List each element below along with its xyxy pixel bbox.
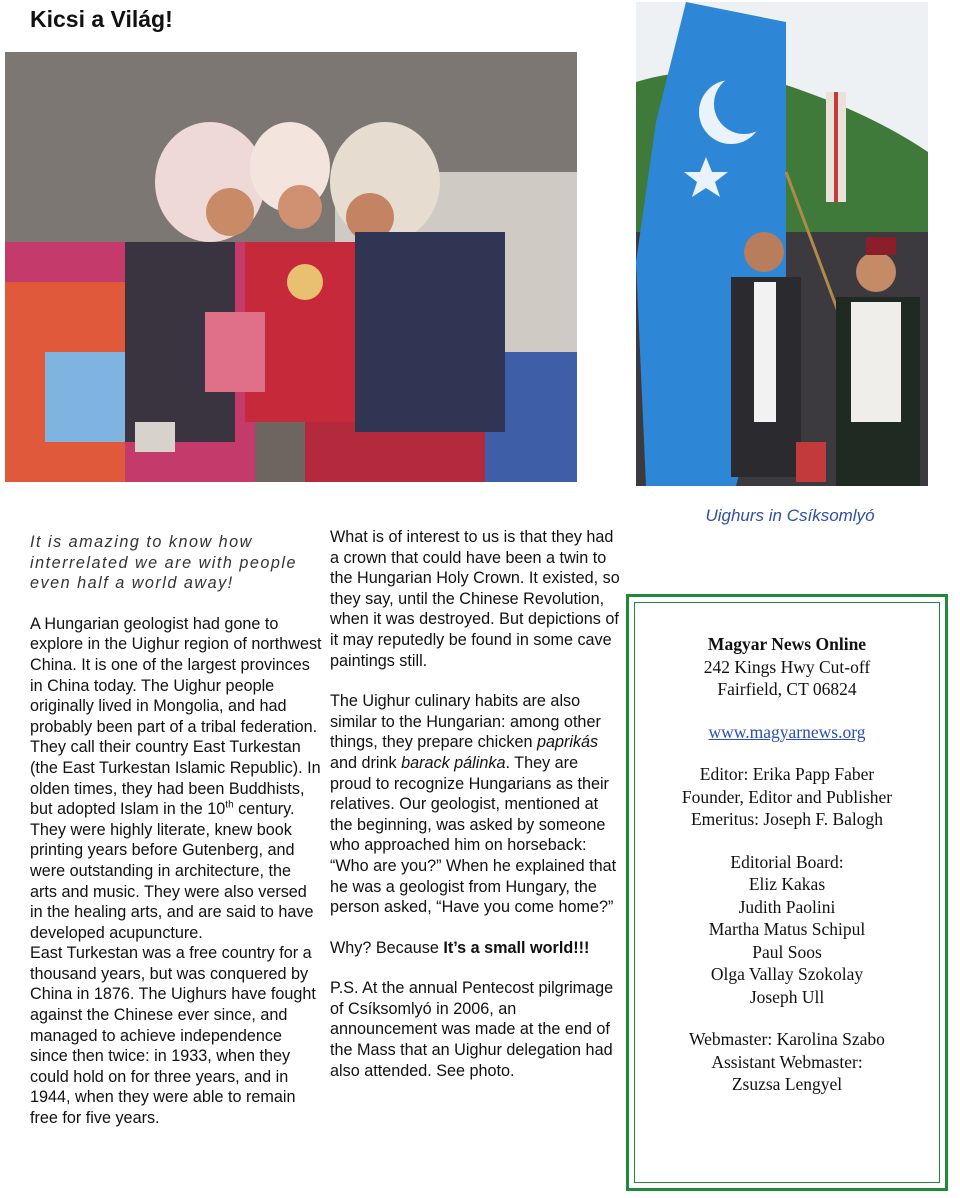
photo-uighur-girls <box>5 52 577 482</box>
paragraph-text: The Uighur culinary habits are also similar to the Hungarian: among other things, they prepare chicken <box>330 692 601 752</box>
founder-line: Emeritus: Joseph F. Balogh <box>690 809 884 829</box>
photo-uighurs-csiksomlyo <box>636 2 928 486</box>
editors-block <box>635 763 939 831</box>
masthead-inner-border <box>634 602 940 1183</box>
website-block <box>635 721 939 744</box>
article-column-middle <box>330 527 622 1081</box>
address-line: 242 Kings Hwy Cut-off <box>703 656 871 677</box>
paragraph-text: and drink <box>330 753 402 772</box>
article-column-left <box>30 532 322 1129</box>
masthead-box <box>626 594 948 1191</box>
board-member: Olga Vallay Szokolay <box>710 964 864 984</box>
paragraph-text: . They are proud to recognize Hungarians as their relatives. Our geologist, mentioned at the beginning, was asked by someone who approached him on horseback: “Who are you?” When he explained that he was a geologist from Hungary, the person asked, “Have you come home?” <box>330 753 617 917</box>
article-paragraph: What is of interest to us is that they had a crown that could have been a twin to the Hungarian Holy Crown. It existed, so they say, until the Chinese Revolution, when it was destroyed. But depictions of it may reputedly be found in some cave paintings still. <box>330 528 620 670</box>
assistant-name: Zsuzsa Lengyel <box>731 1074 843 1094</box>
board-member: Martha Matus Schipul <box>708 919 866 939</box>
superscript-th: th <box>225 799 234 811</box>
photo-caption: Uighurs in Csíksomlyó <box>705 506 875 525</box>
italic-term: barack pálinka <box>401 753 506 772</box>
board-title: Editorial Board: <box>730 851 844 872</box>
paragraph-text: Why? Because <box>330 938 444 957</box>
article-paragraph: East Turkestan was a free country for a thousand years, but was conquered by China in 1876. The Uighurs have fought against the Chinese ever since, and managed to achieve independence since then twice: in 1933, when they could hold on for three years, and in 1944, when they were able to remain free for five years. <box>30 944 316 1128</box>
board-member: Paul Soos <box>752 941 822 962</box>
board-member: Joseph Ull <box>749 986 825 1007</box>
address-line: Fairfield, CT 06824 <box>717 679 857 699</box>
publisher-address <box>635 633 939 701</box>
board-member: Judith Paolini <box>738 896 836 917</box>
article-paragraph <box>330 691 622 918</box>
paragraph-text: century. They were highly literate, knew book printing years before Gutenberg, and were outstanding in architecture, the arts and music. They were also versed in the healing arts, and are said to have developed acupuncture. <box>30 800 314 942</box>
bold-phrase: It’s a small world!!! <box>443 938 590 957</box>
article-paragraph: P.S. At the annual Pentecost pilgrimage of Csíksomlyó in 2006, an announcement was made at the end of the Mass that an Uighur delegation had also attended. See photo. <box>330 979 614 1080</box>
article-paragraph <box>30 614 322 944</box>
publication-name: Magyar News Online <box>707 634 867 654</box>
masthead-content <box>635 633 939 1096</box>
editorial-board <box>635 851 939 1009</box>
founder-line: Founder, Editor and Publisher <box>681 786 893 807</box>
board-member: Eliz Kakas <box>748 874 826 894</box>
article-paragraph <box>330 938 622 959</box>
page-title: Kicsi a Világ! <box>30 6 173 32</box>
italic-term: paprikás <box>536 733 599 752</box>
webmaster-line: Webmaster: Karolina Szabo <box>689 1029 885 1049</box>
paragraph-text: A Hungarian geologist had gone to explore in the Uighur region of northwest China. It is one of the largest provinces in China today. The Uighur people originally lived in Mongolia, and had probably been part of a tribal federation. They call their country East Turkestan (the East Turkestan Islamic Republic). In olden times, they had been Buddhists, but adopted Islam in the 10 <box>30 614 322 819</box>
website-link[interactable]: www.magyarnews.org <box>708 721 866 742</box>
webmaster-block <box>635 1028 939 1096</box>
editor-line: Editor: Erika Papp Faber <box>699 764 875 784</box>
assistant-label: Assistant Webmaster: <box>711 1051 863 1072</box>
intro-quote: It is amazing to know how interrelated we are with people even half a world away! <box>30 533 297 593</box>
